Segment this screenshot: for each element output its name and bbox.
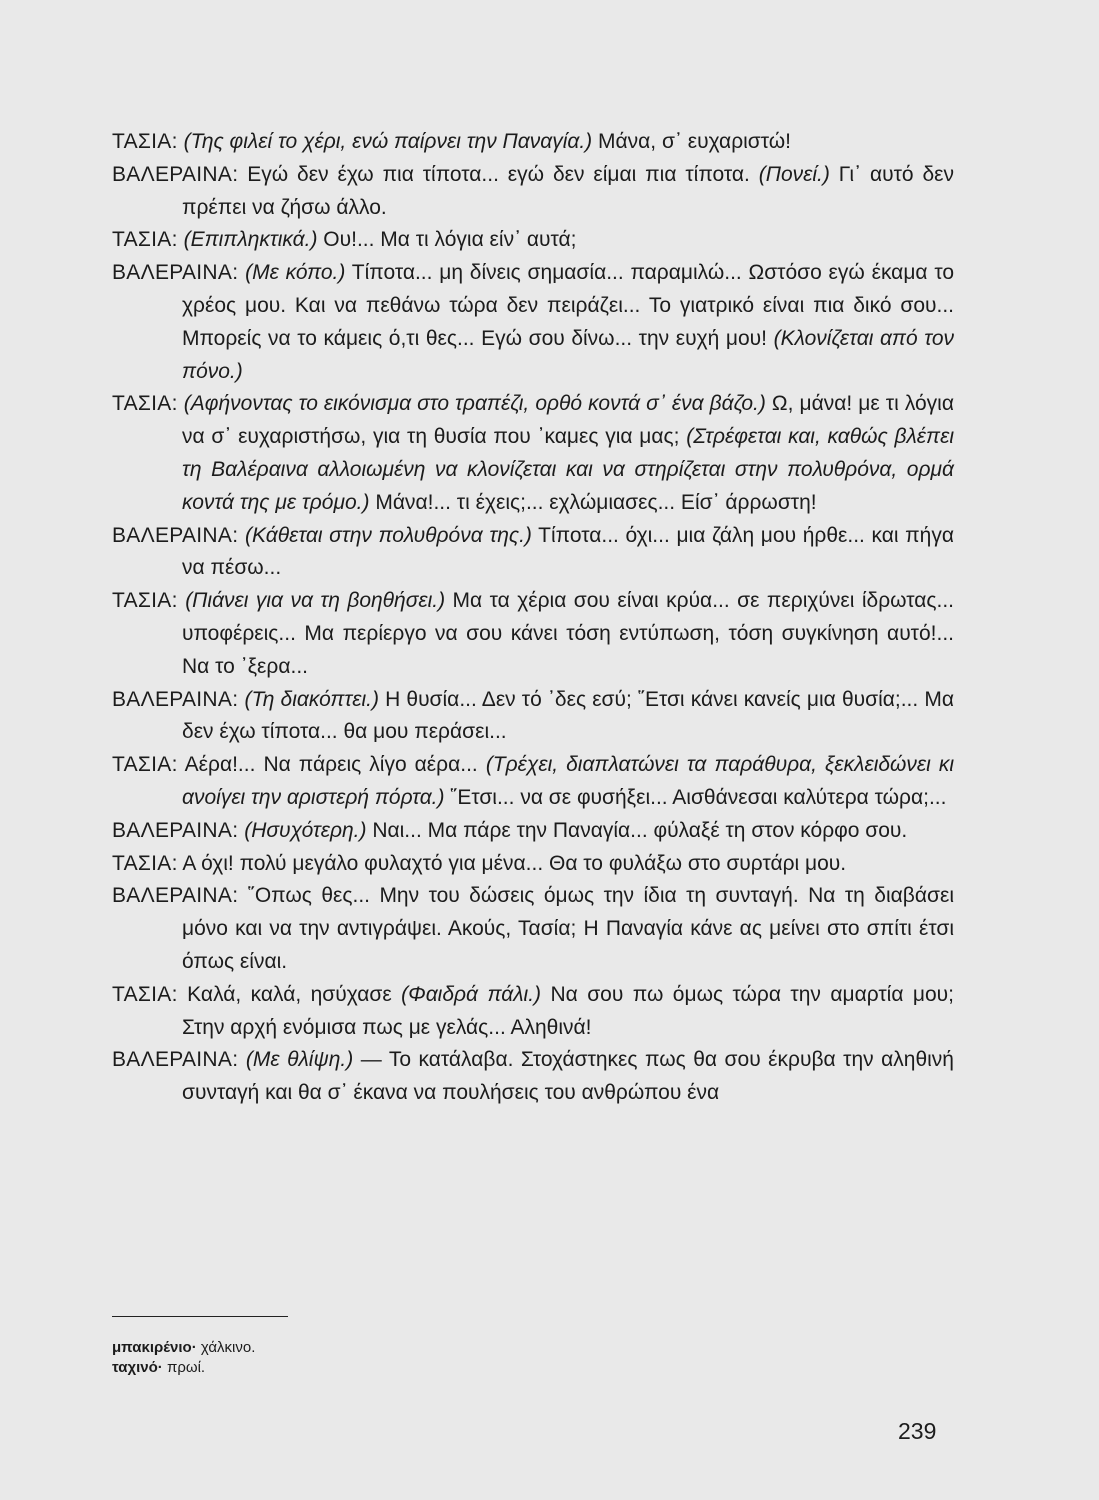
spoken-line: Μάνα!... τι έχεις;... εχλώμιασες... Είσ᾽ άρρωστη!: [369, 490, 817, 514]
stage-direction: (Πονεί.): [758, 162, 830, 186]
spoken-line: ῞Οπως θες... Μην του δώσεις όμως την ίδια τη συνταγή. Να τη διαβάσει μόνο και να την αντιγράψει. Ακούς, Τασία; Η Παναγία κάνε ας μείνει στο σπίτι έτσι όπως είναι.: [182, 884, 955, 973]
stage-direction: (Επιπληκτικά.): [183, 228, 318, 252]
page-number: 239: [898, 1418, 937, 1444]
spoken-line: ῞Ετσι... να σε φυσήξει... Αισθάνεσαι καλύτερα τώρα;...: [444, 785, 947, 809]
dialogue-entry: [112, 848, 954, 881]
stage-direction: (Ησυχότερη.): [244, 818, 367, 842]
stage-direction: (Τη διακόπτει.): [244, 687, 379, 711]
speaker-name: ΤΑΣΙΑ:: [112, 589, 178, 613]
speaker-name: ΤΑΣΙΑ:: [112, 982, 178, 1006]
dialogue-text: [112, 126, 954, 1110]
stage-direction: (Με θλίψη.): [245, 1048, 354, 1072]
footnote-definition: χάλκινο.: [196, 1339, 256, 1356]
speaker-name: ΒΑΛΕΡΑΙΝΑ:: [112, 261, 239, 285]
speaker-name: ΤΑΣΙΑ:: [112, 130, 178, 153]
spoken-line: — Το κατάλαβα. Στοχάστηκες πως θα σου έκρυβα την αληθινή συνταγή και θα σ᾽ έκανα να πουλήσεις του ανθρώπου ένα: [182, 1048, 954, 1105]
spoken-line: Καλά, καλά, ησύχασε: [187, 982, 402, 1006]
speaker-name: ΤΑΣΙΑ:: [112, 228, 178, 252]
spoken-line: Τίποτα... όχι... μια ζάλη μου ήρθε... και πήγα να πέσω...: [182, 523, 954, 580]
spoken-line: Ου!... Μα τι λόγια είν᾽ αυτά;: [317, 228, 577, 252]
spoken-line: Η θυσία... Δεν τό ᾽δες εσύ; ῞Ετσι κάνει κανείς μια θυσία;... Μα δεν έχω τίποτα... θα μου περάσει...: [182, 687, 954, 744]
speaker-name: ΤΑΣΙΑ:: [112, 851, 178, 875]
speaker-name: ΒΑΛΕΡΑΙΝΑ:: [112, 523, 239, 547]
dialogue-entry: [112, 224, 954, 257]
dialogue-entry: [112, 388, 954, 519]
footnote: [112, 1358, 255, 1378]
dialogue-entry: [112, 126, 954, 159]
spoken-line: Αέρα!... Να πάρεις λίγο αέρα...: [184, 753, 486, 777]
stage-direction: (Φαιδρά πάλι.): [401, 982, 542, 1006]
dialogue-entry: [112, 520, 954, 586]
footnote-term: μπακιρένιο·: [112, 1339, 197, 1356]
spoken-line: Εγώ δεν έχω πια τίποτα... εγώ δεν είμαι πια τίποτα.: [247, 162, 759, 186]
dialogue-entry: [112, 880, 954, 978]
speaker-name: ΒΑΛΕΡΑΙΝΑ:: [112, 818, 239, 842]
dialogue-entry: [112, 684, 954, 750]
stage-direction: (Πιάνει για να τη βοηθήσει.): [185, 589, 446, 613]
footnotes: [112, 1338, 255, 1378]
spoken-line: Ω, μάνα! με τι λόγια να σ᾽ ευχαριστήσω, για τη θυσία που ᾽καμες για μας;: [182, 392, 954, 449]
stage-direction: (Κάθεται στην πολυθρόνα της.): [245, 523, 532, 547]
footnote-divider: [112, 1316, 288, 1317]
spoken-line: Τίποτα... μη δίνεις σημασία... παραμιλώ... Ωστόσο εγώ έκαμα το χρέος μου. Και να πεθάνω τώρα δεν πειράζει... Το γιατρικό είναι πια δικό σου... Μπορείς να το κάμεις ό,τι θες... Εγώ σου δίνω... την ευχή μου!: [182, 261, 955, 350]
dialogue-entry: [112, 979, 954, 1045]
speaker-name: ΒΑΛΕΡΑΙΝΑ:: [112, 162, 239, 186]
spoken-line: Μάνα, σ᾽ ευχαριστώ!: [592, 130, 792, 153]
spoken-line: Να σου πω όμως τώρα την αμαρτία μου; Στην αρχή ενόμισα πως με γελάς... Αληθινά!: [182, 982, 955, 1039]
footnote: [112, 1338, 255, 1358]
dialogue-entry: [112, 257, 954, 388]
dialogue-entry: [112, 159, 954, 225]
dialogue-entry: [112, 1044, 954, 1110]
speaker-name: ΤΑΣΙΑ:: [112, 753, 178, 777]
speaker-name: ΒΑΛΕΡΑΙΝΑ:: [112, 884, 239, 908]
stage-direction: (Τρέχει, διαπλατώνει τα παράθυρα, ξεκλειδώνει κι ανοίγει την αριστερή πόρτα.): [182, 753, 954, 809]
spoken-line: Γι᾽ αυτό δεν πρέπει να ζήσω άλλο.: [182, 162, 954, 219]
footnote-definition: πρωί.: [162, 1359, 206, 1376]
speaker-name: ΤΑΣΙΑ:: [112, 392, 178, 416]
stage-direction: (Με κόπο.): [245, 261, 346, 285]
spoken-line: Ναι... Μα πάρε την Παναγία... φύλαξέ τη στον κόρφο σου.: [366, 818, 908, 842]
stage-direction: (Της φιλεί το χέρι, ενώ παίρνει την Παναγία.): [183, 130, 593, 153]
stage-direction: (Κλονίζεται από τον πόνο.): [182, 326, 955, 383]
dialogue-entry: [112, 815, 954, 848]
stage-direction: (Στρέφεται και, καθώς βλέπει τη Βαλέραινα αλλοιωμένη να κλονίζεται και να στηρίζεται στην πολυθρόνα, ορμά κοντά της με τρόμο.): [182, 425, 954, 514]
stage-direction: (Αφήνοντας το εικόνισμα στο τραπέζι, ορθό κοντά σ᾽ ένα βάζο.): [183, 392, 766, 416]
speaker-name: ΒΑΛΕΡΑΙΝΑ:: [112, 1048, 239, 1072]
footnote-term: ταχινό·: [112, 1359, 163, 1376]
dialogue-entry: [112, 585, 954, 683]
spoken-line: Α όχι! πολύ μεγάλο φυλαχτό για μένα... Θα το φυλάξω στο συρτάρι μου.: [182, 851, 847, 875]
speaker-name: ΒΑΛΕΡΑΙΝΑ:: [112, 687, 239, 711]
spoken-line: Μα τα χέρια σου είναι κρύα... σε περιχύνει ίδρωτας... υποφέρεις... Μα περίεργο να σου κάνει τόση εντύπωση, τόση συγκίνηση αυτό!... Να το ᾽ξερα...: [182, 589, 954, 678]
dialogue-entry: [112, 749, 954, 815]
